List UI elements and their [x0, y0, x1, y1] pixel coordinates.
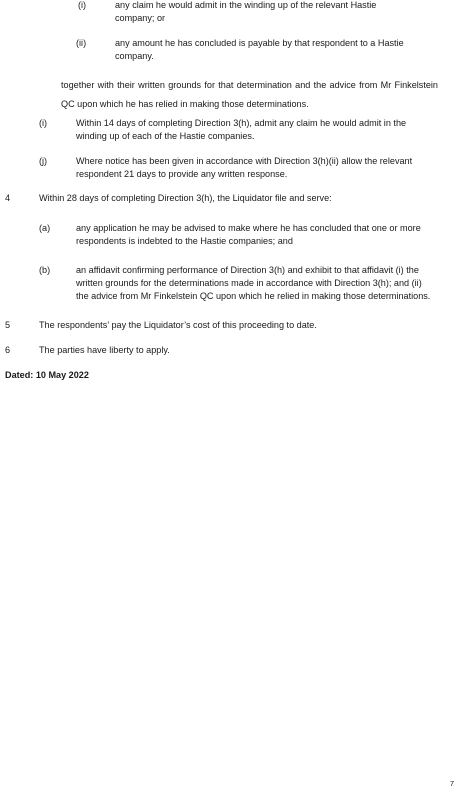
sub-item-label: (i) [78, 0, 87, 10]
direction-item-label: (i) [39, 118, 48, 128]
sub-item-label: (ii) [76, 38, 87, 48]
order-number: 5 [5, 320, 11, 330]
order-number: 6 [5, 345, 11, 355]
order-text: Within 28 days of completing Direction 3(h), the Liquidator file and serve: [39, 193, 332, 203]
dated-line: Dated: 10 May 2022 [5, 370, 89, 380]
together-paragraph: together with their written grounds for that determination and the advice from Mr Finkelstein QC upon which he has relied in making those determinations. [61, 80, 438, 109]
order-item-label: (b) [39, 265, 51, 275]
sub-item-text: any amount he has concluded is payable by that respondent to a Hastie company. [115, 38, 404, 61]
page-number: 7 [449, 779, 454, 788]
sub-item-text: any claim he would admit in the winding up of the relevant Hastie company; or [115, 0, 377, 23]
direction-item-text: Where notice has been given in accordance with Direction 3(h)(ii) allow the relevant respondent 21 days to provide any written response. [76, 156, 413, 179]
order-item-text: any application he may be advised to make where he has concluded that one or more respondents is indebted to the Hastie companies; and [76, 223, 421, 246]
order-number: 4 [5, 193, 11, 203]
order-text: The respondents’ pay the Liquidator’s cost of this proceeding to date. [39, 320, 317, 330]
direction-item-label: (j) [39, 156, 48, 166]
order-item-text: an affidavit confirming performance of Direction 3(h) and exhibit to that affidavit (i) the written grounds for the determinations made in accordance with Direction 3(h); and (ii) the advice from Mr Finkelstein QC upon which he relied in making those determinations. [76, 265, 431, 301]
order-text: The parties have liberty to apply. [39, 345, 170, 355]
direction-item-text: Within 14 days of completing Direction 3(h), admit any claim he would admit in the winding up of each of the Hastie companies. [76, 118, 407, 141]
order-item-label: (a) [39, 223, 51, 233]
